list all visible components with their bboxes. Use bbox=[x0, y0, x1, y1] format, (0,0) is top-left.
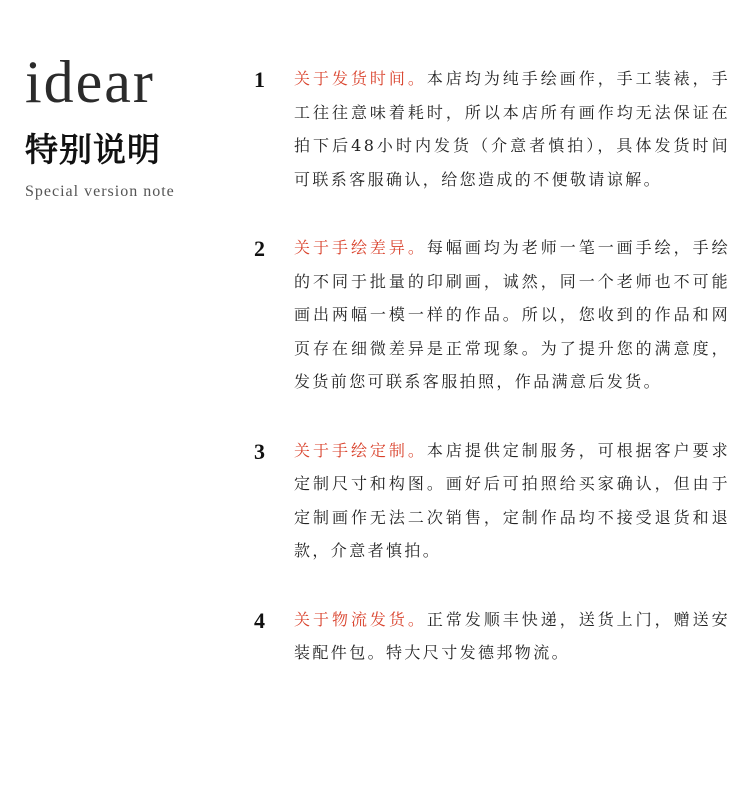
note-body: 正常发顺丰快递，送货上门，赠送安装配件包。特大尺寸发德邦物流。 bbox=[294, 609, 730, 662]
note-text bbox=[294, 603, 730, 670]
note-body: 本店均为纯手绘画作，手工装裱，手工往往意味着耗时，所以本店所有画作均无法保证在拍下后48小时内发货（介意者慎拍），具体发货时间可联系客服确认，给您造成的不便敬请谅解。 bbox=[294, 69, 730, 189]
note-item bbox=[250, 231, 730, 399]
note-body: 本店提供定制服务，可根据客户要求定制尺寸和构图。画好后可拍照给买家确认，但由于定制画作无法二次销售，定制作品均不接受退货和退款，介意者慎拍。 bbox=[294, 440, 730, 560]
note-heading: 关于手绘定制。 bbox=[294, 440, 427, 460]
brand-logo: idear bbox=[25, 49, 155, 115]
note-body: 每幅画均为老师一笔一画手绘，手绘的不同于批量的印刷画，诚然，同一个老师也不可能画出两幅一模一样的作品。所以，您收到的作品和网页存在细微差异是正常现象。为了提升您的满意度，发货前您可联系客服拍照，作品满意后发货。 bbox=[294, 238, 730, 391]
note-heading: 关于手绘差异。 bbox=[294, 238, 427, 257]
note-heading: 关于物流发货。 bbox=[294, 609, 427, 629]
note-number: 4 bbox=[254, 607, 265, 633]
page-subtitle: Special version note bbox=[25, 183, 175, 200]
note-item bbox=[250, 603, 730, 670]
note-heading: 关于发货时间。 bbox=[294, 69, 427, 88]
note-number: 3 bbox=[254, 438, 265, 464]
note-item bbox=[250, 62, 730, 196]
note-number: 2 bbox=[254, 236, 265, 261]
note-text bbox=[294, 231, 730, 399]
note-text bbox=[294, 62, 730, 196]
page-title: 特别说明 bbox=[25, 130, 161, 169]
note-text bbox=[294, 434, 730, 568]
note-item bbox=[250, 434, 730, 568]
note-number: 1 bbox=[254, 67, 265, 92]
brand-block bbox=[25, 50, 225, 202]
notes-list bbox=[250, 62, 730, 705]
